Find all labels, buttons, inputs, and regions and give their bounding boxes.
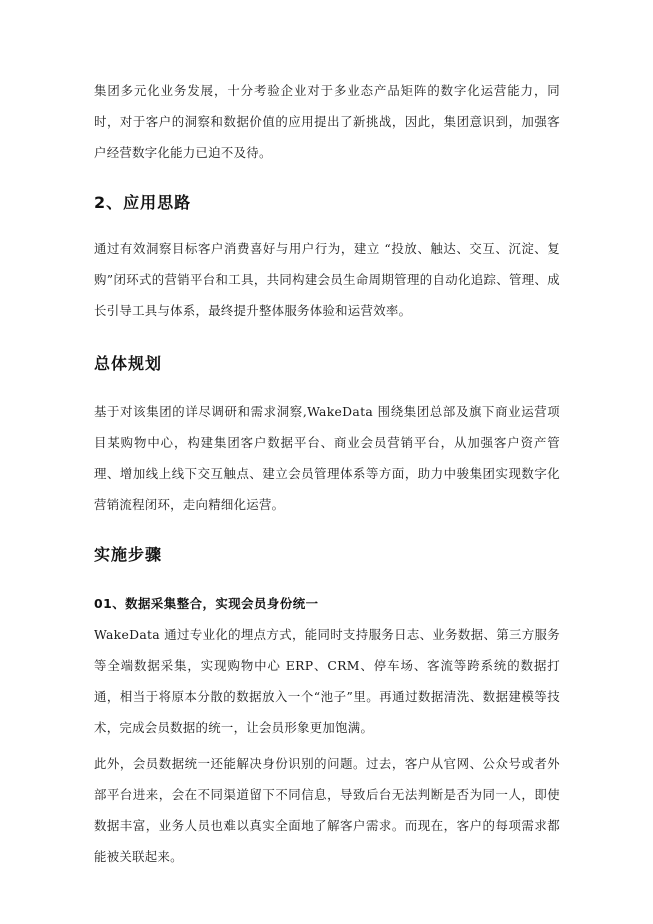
paragraph-plan: 基于对该集团的详尽调研和需求洞察,WakeData 围绕集团总部及旗下商业运营项目某购物中心，构建集团客户数据平台、商业会员营销平台，从加强客户资产管理、增加线上线下交互触点、建立会员管理体系等方面，助力中骏集团实现数字化营销流程闭环，走向精细化运营。 <box>94 404 560 512</box>
section-heading-approach: 2、应用思路 <box>94 193 192 212</box>
section-heading-steps: 实施步骤 <box>94 545 163 564</box>
paragraph-intro: 集团多元化业务发展，十分考验企业对于多业态产品矩阵的数字化运营能力，同时，对于客户的洞察和数据价值的应用提出了新挑战，因此，集团意识到，加强客户经营数字化能力已迫不及待。 <box>94 83 560 160</box>
paragraph-steps-1: WakeData 通过专业化的埋点方式，能同时支持服务日志、业务数据、第三方服务等全端数据采集，实现购物中心 ERP、CRM、停车场、客流等跨系统的数据打通，相当于将原本分散的数据放入一个“池子”里。再通过数据清洗、数据建模等技术，完成会员数据的统一，让会员形象更加饱满。 <box>94 627 560 735</box>
paragraph-steps-2: 此外，会员数据统一还能解决身份识别的问题。过去，客户从官网、公众号或者外部平台进来，会在不同渠道留下不同信息，导致后台无法判断是否为同一人，即使数据丰富，业务人员也难以真实全面地了解客户需求。而现在，客户的每项需求都能被关联起来。 <box>94 756 560 864</box>
section-heading-plan: 总体规划 <box>94 354 163 373</box>
subheading-data-collection: 01、数据采集整合，实现会员身份统一 <box>94 596 319 611</box>
paragraph-approach: 通过有效洞察目标客户消费喜好与用户行为，建立 “投放、触达、交互、沉淀、复购”闭环式的营销平台和工具，共同构建会员生命周期管理的自动化追踪、管理、成长引导工具与体系，最终提升整体服务体验和运营效率。 <box>94 241 560 318</box>
